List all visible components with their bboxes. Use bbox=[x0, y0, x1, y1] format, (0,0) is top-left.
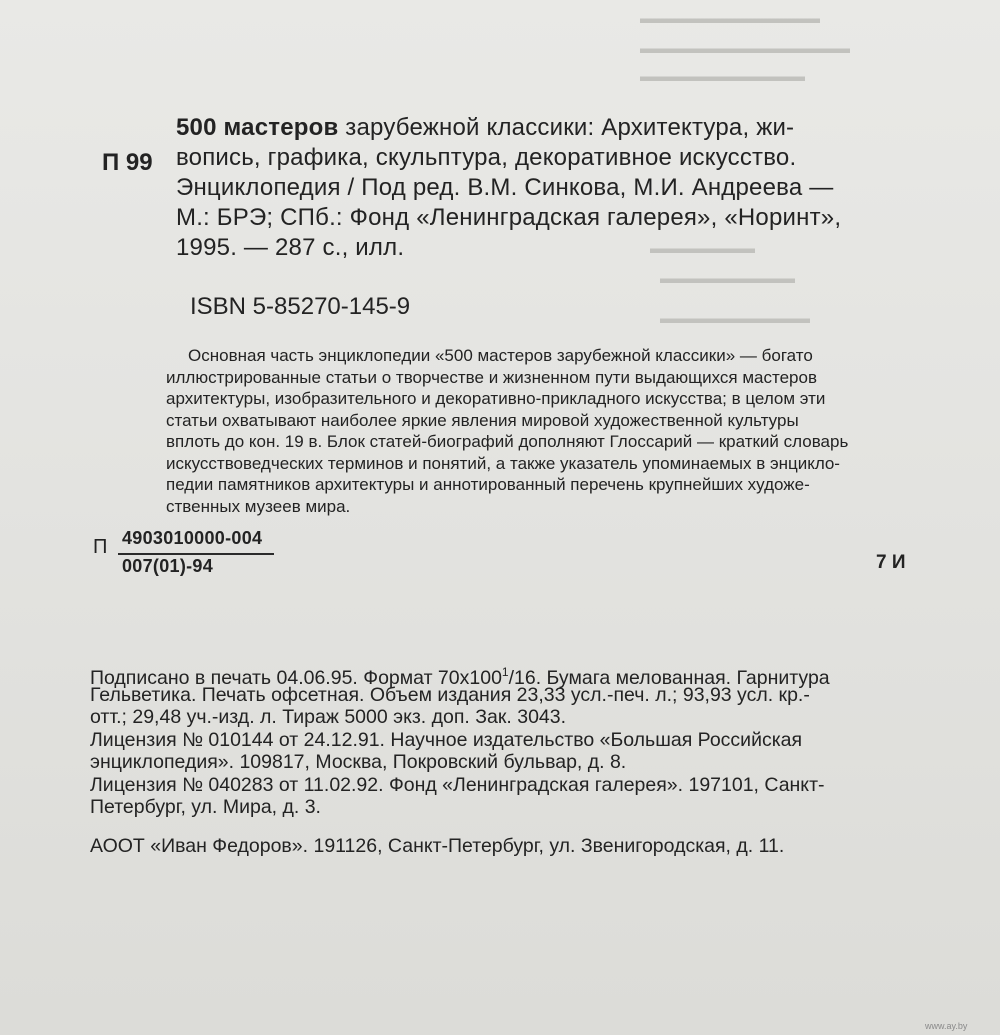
annotation-line: Основная часть энциклопедии «500 мастеров зарубежной классики» — богато bbox=[188, 346, 813, 365]
annotation-line: педии памятников архитектуры и аннотированный перечень крупнейших художе- bbox=[166, 475, 810, 494]
printer-line: АООТ «Иван Федоров». 191126, Санкт-Петербург, ул. Звенигородская, д. 11. bbox=[90, 834, 785, 857]
entry-line: 1995. — 287 с., илл. bbox=[176, 234, 405, 261]
show-through-text: ▬▬▬▬▬▬▬▬▬▬▬▬ bbox=[640, 10, 820, 27]
annotation-line: ственных музеев мира. bbox=[166, 496, 351, 516]
imprint-line: энциклопедия». 109817, Москва, Покровский бульвар, д. 8. bbox=[90, 751, 627, 773]
publication-code-numerator: 4903010000-004 bbox=[122, 528, 263, 548]
imprint-line: Лицензия № 040283 от 11.02.92. Фонд «Ленинградская галерея». 197101, Санкт- bbox=[90, 773, 825, 796]
show-through-text: ▬▬▬▬▬▬▬▬▬ bbox=[660, 270, 795, 287]
imprint bbox=[90, 661, 830, 857]
show-through-text: ▬▬▬▬▬▬▬ bbox=[650, 240, 755, 257]
annotation-line: архитектуры, изобразительного и декоративно-прикладного искусства; в целом эти bbox=[166, 389, 826, 408]
publication-code-letter: П bbox=[93, 536, 108, 558]
annotation-line: иллюстрированные статьи о творчестве и жизненном пути выдающихся мастеров bbox=[166, 367, 817, 387]
show-through-text: ▬▬▬▬▬▬▬▬▬▬ bbox=[660, 310, 810, 327]
show-through-text: ▬▬▬▬▬▬▬▬▬▬▬▬▬▬ bbox=[640, 40, 850, 57]
imprint-text: /16. Бумага мелованная. Гарнитура bbox=[508, 667, 830, 689]
entry-line: Энциклопедия / Под ред. В.М. Синкова, М.И. Андреева — bbox=[176, 174, 834, 201]
annotation bbox=[166, 345, 849, 517]
isbn: ISBN 5-85270-145-9 bbox=[190, 293, 411, 320]
imprint-line: Лицензия № 010144 от 24.12.91. Научное издательство «Большая Российская bbox=[90, 728, 803, 751]
imprint-text: Подписано в печать 04.06.95. Формат 70x100 bbox=[90, 667, 502, 689]
imprint-line bbox=[90, 661, 830, 689]
bibliographic-entry bbox=[176, 113, 841, 263]
spacer bbox=[90, 819, 830, 835]
watermark: www.ay.by bbox=[925, 1021, 968, 1031]
imprint-line: отт.; 29,48 уч.-изд. л. Тираж 5000 экз. доп. Зак. 3043. bbox=[90, 706, 567, 728]
imprint-line: Петербург, ул. Мира, д. 3. bbox=[90, 796, 321, 818]
entry-title-bold: 500 мастеров bbox=[176, 114, 339, 141]
entry-line: вопись, графика, скульптура, декоративное искусство. bbox=[176, 144, 797, 171]
publication-code-denominator: 007(01)-94 bbox=[122, 556, 214, 576]
annotation-line: искусствоведческих терминов и понятий, а также указатель упоминаемых в энциклo- bbox=[166, 453, 840, 473]
entry-line: М.: БРЭ; СПб.: Фонд «Ленинградская галерея», «Норинт», bbox=[176, 204, 842, 231]
imprint-line: Гельветика. Печать офсетная. Объем издания 23,33 усл.-печ. л.; 93,93 усл. кр.- bbox=[90, 683, 810, 706]
classification-code: 7 И bbox=[876, 552, 906, 573]
entry-title-rest: зарубежной классики: Архитектура, жи- bbox=[338, 114, 795, 141]
fraction-line bbox=[118, 553, 274, 555]
call-number: П 99 bbox=[102, 149, 153, 176]
entry-line bbox=[176, 113, 841, 143]
annotation-line: вплоть до кон. 19 в. Блок статей-биографий дополняют Глоссарий — краткий словарь bbox=[166, 432, 849, 451]
show-through-text: ▬▬▬▬▬▬▬▬▬▬▬ bbox=[640, 68, 805, 85]
format-superscript: 1 bbox=[501, 665, 509, 679]
annotation-line: статьи охватывают наиболее яркие явления мировой художественной культуры bbox=[166, 410, 799, 430]
